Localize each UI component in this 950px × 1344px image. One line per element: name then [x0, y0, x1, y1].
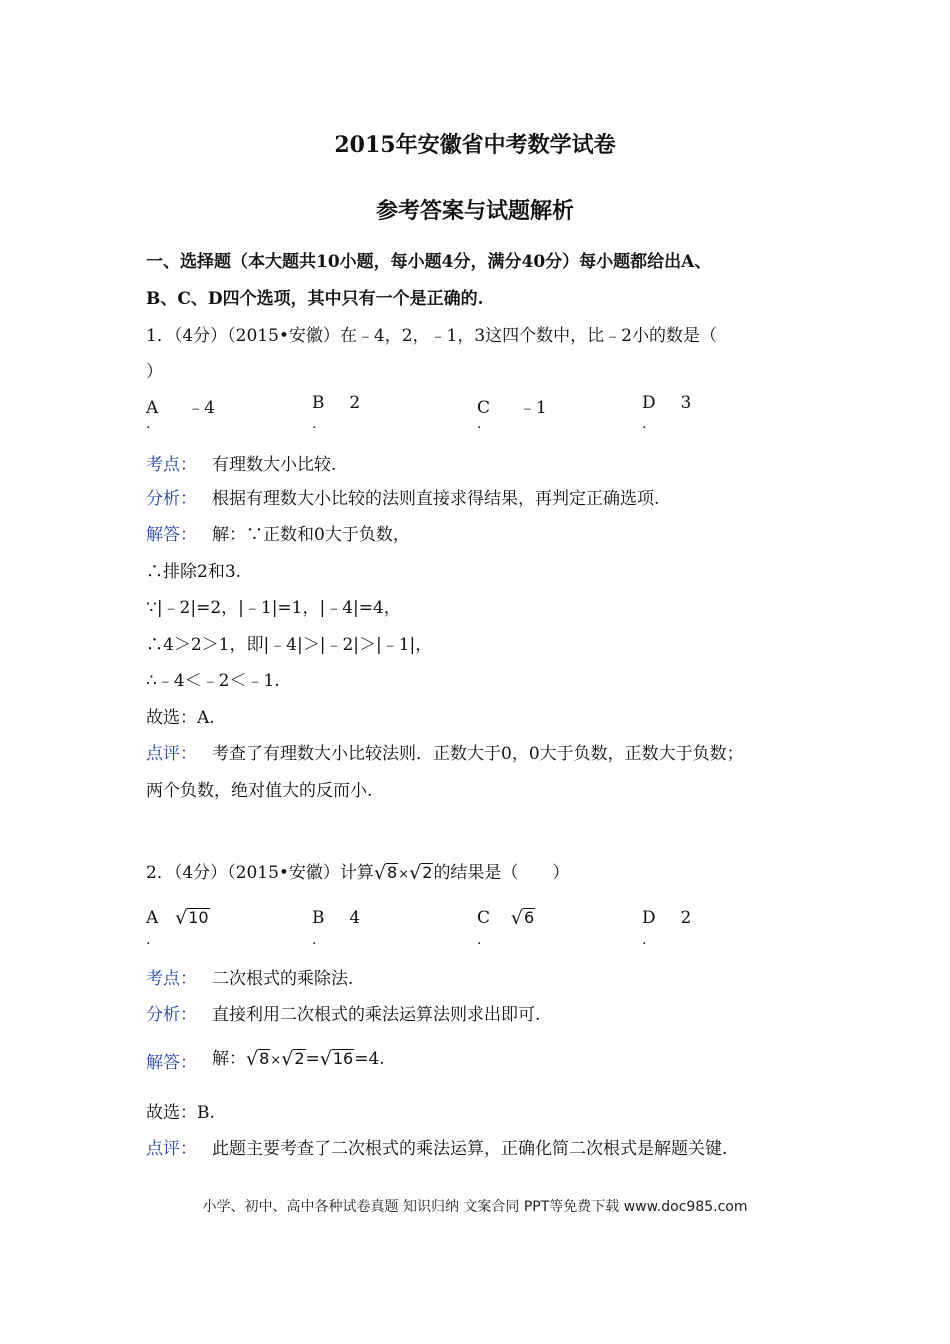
option-letter: D — [642, 393, 656, 413]
sqrt-16: √16 — [319, 1048, 354, 1070]
q1-fenxi-text: 根据有理数大小比较的法则直接求得结果，再判定正确选项. — [212, 489, 660, 509]
option-value: 4 — [349, 908, 361, 928]
q1-option-a — [146, 393, 215, 418]
q1-jieda-line4: ∴4＞2＞1，即|﹣4|＞|﹣2|＞|﹣1|， — [146, 635, 433, 655]
radical-icon: √ — [510, 907, 523, 929]
radical-icon: √ — [175, 907, 188, 929]
q2-jieda-label: 解答： — [146, 1053, 197, 1073]
q2-option-a — [146, 906, 210, 928]
option-letter: B — [312, 908, 325, 928]
q1-option-d-dot: . — [642, 416, 647, 432]
q1-option-b — [312, 393, 360, 413]
q2-fenxi-text: 直接利用二次根式的乘法运算法则求出即可. — [212, 1005, 541, 1025]
sqrt-8: √8 — [246, 1048, 270, 1070]
q1-jieda-line2: ∴排除2和3. — [146, 562, 242, 582]
page-title: 2015年安徽省中考数学试卷 — [334, 132, 616, 158]
q2-jieda-prefix: 解： — [212, 1049, 246, 1069]
option-value: ﹣1 — [518, 398, 547, 418]
q1-jieda-line1: 解：∵正数和0大于负数， — [212, 525, 410, 545]
radical-icon: √ — [373, 862, 387, 884]
q2-answer: 故选：B. — [146, 1103, 215, 1123]
option-letter: B — [312, 393, 325, 413]
option-letter: D — [642, 908, 656, 928]
q1-jieda-line3: ∵|﹣2|=2，|﹣1|=1，|﹣4|=4， — [146, 598, 401, 618]
option-letter: A — [146, 908, 159, 928]
section-heading-line1: 一、选择题（本大题共10小题，每小题4分，满分40分）每小题都给出A、 — [146, 252, 712, 272]
option-value: 2 — [680, 908, 692, 928]
q2-option-d-dot: . — [642, 932, 647, 948]
q1-stem-line2: ） — [146, 362, 163, 382]
sqrt-10: √10 — [175, 907, 209, 929]
q2-option-c-dot: . — [477, 932, 482, 948]
q1-option-c — [477, 393, 547, 418]
radical-icon: √ — [281, 1048, 294, 1070]
radical-icon: √ — [246, 1048, 259, 1070]
q1-option-c-dot: . — [477, 416, 482, 432]
q1-stem-line1: 1．（4分）（2015•安徽）在﹣4，2，﹣1，3这四个数中，比﹣2小的数是（ — [146, 326, 718, 346]
q2-stem-suffix: 的结果是（ ） — [433, 863, 570, 883]
option-value: 2 — [349, 393, 361, 413]
q1-jieda-line5: ∴﹣4＜﹣2＜﹣1. — [146, 671, 280, 691]
q1-option-a-dot: . — [146, 416, 151, 432]
q2-option-b-dot: . — [312, 932, 317, 948]
q1-option-b-dot: . — [312, 416, 317, 432]
option-value: 3 — [680, 393, 692, 413]
option-letter: A — [146, 398, 159, 418]
q2-option-b — [312, 908, 360, 928]
q1-jieda-label: 解答： — [146, 525, 197, 545]
option-letter: C — [477, 908, 491, 928]
sqrt-8: √8 — [373, 862, 398, 884]
q2-jieda-result: =4. — [354, 1049, 385, 1069]
q1-dianping-line2: 两个负数，绝对值大的反而小. — [146, 781, 373, 801]
q1-kaodian-label: 考点： — [146, 455, 197, 475]
equals-sign: = — [305, 1049, 320, 1069]
q2-option-a-dot: . — [146, 932, 151, 948]
q1-dianping-line1: 考查了有理数大小比较法则．正数大于0，0大于负数，正数大于负数； — [212, 744, 744, 764]
q2-option-d — [642, 908, 691, 928]
q1-option-d — [642, 393, 691, 413]
sqrt-2: √2 — [281, 1048, 305, 1070]
option-letter: C — [477, 398, 491, 418]
q1-answer: 故选：A. — [146, 708, 215, 728]
section-heading-line2: B、C、D四个选项，其中只有一个是正确的. — [146, 289, 484, 309]
q2-dianping-label: 点评： — [146, 1139, 197, 1159]
q2-kaodian-label: 考点： — [146, 969, 197, 989]
times-sign: × — [270, 1053, 282, 1068]
q2-kaodian-text: 二次根式的乘除法. — [212, 969, 354, 989]
q2-stem-prefix: 2．（4分）（2015•安徽）计算 — [146, 863, 374, 883]
q2-dianping-text: 此题主要考查了二次根式的乘法运算，正确化简二次根式是解题关键. — [212, 1139, 728, 1159]
sqrt-6: √6 — [510, 907, 535, 929]
page-subtitle: 参考答案与试题解析 — [375, 198, 574, 224]
radical-icon: √ — [319, 1048, 332, 1070]
q2-stem — [146, 858, 569, 883]
option-value: ﹣4 — [187, 398, 215, 418]
q1-dianping-label: 点评： — [146, 744, 197, 764]
radical-icon: √ — [409, 862, 422, 884]
q2-jieda-expression — [212, 1044, 385, 1069]
q1-kaodian-text: 有理数大小比较. — [212, 455, 337, 475]
page-footer: 小学、初中、高中各种试卷真题 知识归纳 文案合同 PPT等免费下载 www.doc985.com — [202, 1199, 748, 1215]
q2-option-c — [477, 906, 535, 928]
sqrt-2: √2 — [409, 862, 433, 884]
q1-fenxi-label: 分析： — [146, 489, 197, 509]
times-sign: × — [398, 867, 410, 882]
q2-fenxi-label: 分析： — [146, 1005, 197, 1025]
